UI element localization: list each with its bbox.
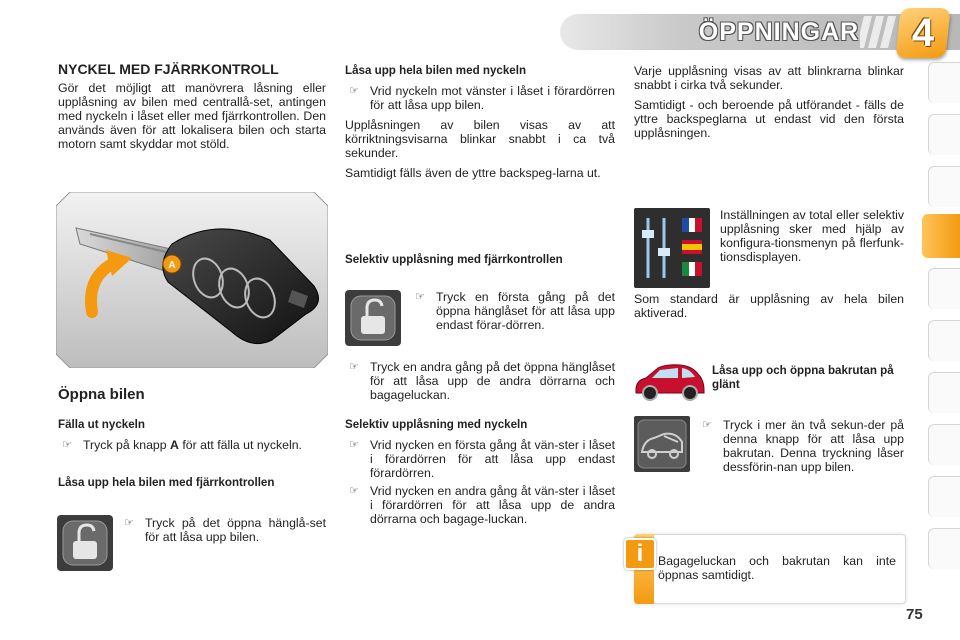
info-icon: i [624,538,656,570]
chapter-number: 4 [911,11,935,55]
mirror-paragraph: Samtidigt fälls även de yttre backspeg-larna ut. [345,166,601,180]
chapter-tab-1[interactable] [928,62,960,103]
bullet-hand-icon: ☞ [62,439,72,451]
selective-remote-bullet1-block [411,290,615,332]
open-padlock-button-icon [345,290,401,346]
rear-window-bullet-block [698,418,904,474]
default-setting-paragraph: Som standard är upplåsning av hela bilen aktiverad. [634,292,904,320]
red-car-icon [632,360,708,402]
selective-key-bullet-1: ☞ Vrid nycken en första gång åt vän-ster i låset i förardörren för att låsa upp endast förardörren. [349,438,615,480]
right-column-top [634,64,904,140]
bullet-hand-icon: ☞ [349,485,359,497]
bullet-hand-icon: ☞ [124,517,134,529]
info-text: Bagageluckan och bakrutan kan inte öppnas samtidigt. [658,554,896,582]
open-padlock-button-icon [57,515,113,571]
unlock-remote-title: Låsa upp hela bilen med fjärrkontrollen [58,476,275,489]
settings-paragraph: Inställningen av total eller selektiv upplåsning sker med hjälp av konfigura-tionsmenyn på flerfunk-tionsdisplayen. [720,208,904,264]
selective-key-bullet-2: ☞ Vrid nycken en andra gång åt vän-ster i låset i förardörren för att låsa upp de andra dörrarna och bagage-luckan. [349,484,615,526]
configuration-menu-icon [634,208,710,288]
selective-remote-title: Selektiv upplåsning med fjärrkontrollen [345,253,563,266]
bullet-hand-icon: ☞ [702,419,712,431]
selective-remote-section [345,253,615,267]
unfold-key-bullet: ☞ Tryck på knapp A för att fälla ut nyckeln. [62,438,302,452]
rear-window-bullet: ☞ Tryck i mer än två sekun-der på denna knapp för att låsa upp bakrutan. Denna tryckning låser dessförin-nan upp bilen. [702,418,904,474]
page-number: 75 [906,606,923,623]
chapter-tab-7[interactable] [928,372,960,413]
section-heading: NYCKEL MED FJÄRRKONTROLL [58,61,279,77]
blink-paragraph: Varje upplåsning visas av att blinkrarna blinkar snabbt i cirka två sekunder. [634,64,904,92]
intro-paragraph: Gör det möjligt att manövrera låsning eller upplåsning av bilen med centrallå-set, antingen med nyckeln i låset eller med fjärrkontrollen. Den används även för att lokalisera bilen och starta motorn samt skyddar mot stöld. [58,81,326,151]
left-column [58,61,326,151]
chapter-tab-5[interactable] [928,268,960,309]
page-title: ÖPPNINGAR [698,18,860,46]
remote-key-image [56,192,328,368]
selective-remote-bullet-1: ☞ Tryck en första gång på det öppna hänglåset för att låsa upp endast förar-dörren. [415,290,615,332]
indicator-paragraph: Upplåsningen av bilen visas av att körriktningsvisarna blinkar snabbt i ca två sekunder. [345,118,615,160]
open-car-title: Öppna bilen [58,386,145,403]
chapter-tab-2[interactable] [928,114,960,155]
settings-text-block [720,208,904,264]
mirrors-first-unlock-paragraph: Samtidigt - och beroende på utförandet - fälls de yttre backspeglarna ut endast vid den första upplåsningen. [634,98,904,140]
chapter-tab-9[interactable] [928,476,960,517]
middle-column-top [345,64,615,180]
bullet-hand-icon: ☞ [349,439,359,451]
bullet-hand-icon: ☞ [349,85,359,97]
rear-window-button-icon [634,416,690,472]
chapter-tab-4-active[interactable] [922,214,960,258]
key-button-a-label: A [168,260,176,271]
selective-key-title: Selektiv upplåsning med nyckeln [345,418,528,431]
chapter-tab-6[interactable] [928,320,960,361]
unlock-key-bullet: ☞ Vrid nyckeln mot vänster i låset i förardörren för att låsa upp bilen. [349,84,615,112]
rear-window-title: Låsa upp och öppna bakrutan på glänt [712,364,894,391]
selective-remote-bullet2-block [345,360,615,526]
unlock-remote-bullet: ☞ Tryck på det öppna hänglå-set för att låsa upp bilen. [124,516,326,544]
selective-remote-bullet-2: ☞ Tryck en andra gång på det öppna hänglåset för att låsa upp de andra dörrarna och bagageluckan. [349,360,615,402]
chapter-tab-8[interactable] [928,424,960,465]
default-setting-block [634,292,904,320]
bullet-hand-icon: ☞ [415,291,425,303]
chapter-tab-3[interactable] [928,166,960,207]
unlock-key-title: Låsa upp hela bilen med nyckeln [345,64,527,77]
rear-window-title-block [712,364,904,392]
open-car-section [58,386,326,490]
unfold-key-title: Fälla ut nyckeln [58,418,145,431]
bullet-hand-icon: ☞ [349,361,359,373]
chapter-tab-10[interactable] [928,528,960,569]
unlock-remote-bullet-block [120,516,326,544]
info-text-block [658,554,896,582]
chapter-tabs [928,62,960,602]
